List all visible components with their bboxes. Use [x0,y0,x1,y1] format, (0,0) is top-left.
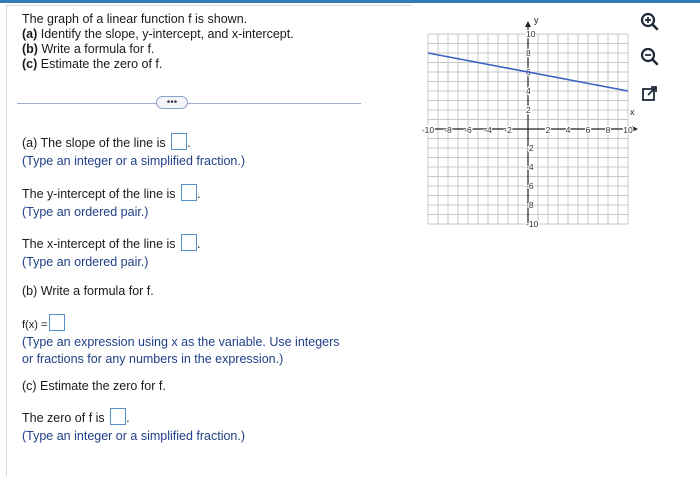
question-text [22,12,294,72]
slope-label: (a) The slope of the line is [22,136,166,150]
x-tick-label: -10 [421,125,435,135]
x-tick-label: -4 [484,125,492,135]
y-tick-label: -6 [526,181,534,191]
open-external-icon[interactable] [640,84,660,104]
zoom-in-icon[interactable] [640,12,660,32]
part-c-label: (c) Estimate the zero for f. [22,379,166,393]
formula-hint-1: (Type an expression using x as the variable. Use integers [22,335,340,349]
y-tick-label: 10 [526,29,536,39]
y-tick-label: -2 [526,143,534,153]
zoom-out-icon[interactable] [640,47,660,67]
y-tick-label: -10 [526,219,539,229]
expand-more-button[interactable]: ••• [156,96,188,109]
y-intercept-label: The y-intercept of the line is [22,187,176,201]
y-tick-label: 8 [526,48,531,58]
x-intercept-label: The x-intercept of the line is [22,237,176,251]
question-intro: The graph of a linear function f is shown. [22,12,248,26]
formula-answer-box[interactable] [49,314,65,331]
question-part-b: (b) Write a formula for f. [22,42,155,56]
x-axis-arrow [632,126,638,132]
part-b-label: (b) Write a formula for f. [22,284,154,298]
slope-answer-box[interactable] [171,133,187,150]
question-part-a: (a) Identify the slope, y-intercept, and x-intercept. [22,27,294,41]
formula-hint-2: or fractions for any numbers in the expression.) [22,352,284,366]
question-part-c: (c) Estimate the zero of f. [22,57,163,71]
x-tick-label: 8 [605,125,611,135]
y-axis-label: y [534,15,539,25]
zero-label: The zero of f is [22,411,105,425]
x-intercept-hint: (Type an ordered pair.) [22,255,149,269]
x-intercept-answer-box[interactable] [181,234,197,251]
zero-answer-box[interactable] [110,408,126,425]
y-tick-label: 4 [526,86,531,96]
y-tick-label: 2 [526,105,531,115]
x-tick-label: 2 [545,125,551,135]
fx-prefix: f(x) = [22,319,48,331]
x-axis-label: x [630,107,635,117]
slope-hint: (Type an integer or a simplified fraction.) [22,154,246,168]
x-tick-label: 10 [623,125,633,135]
x-tick-label: -8 [444,125,452,135]
section-divider [17,103,361,104]
zero-hint: (Type an integer or a simplified fraction.) [22,429,246,443]
zero-block: The zero of f is . (Type an integer or a simplified fraction.) [22,408,245,445]
y-intercept-answer-box[interactable] [181,184,197,201]
y-intercept-hint: (Type an ordered pair.) [22,205,149,219]
y-tick-label: -4 [526,162,534,172]
x-tick-label: -6 [464,125,472,135]
x-intercept-block: The x-intercept of the line is . (Type an ordered pair.) [22,234,201,271]
y-tick-label: -8 [526,200,534,210]
x-tick-label: -2 [504,125,512,135]
y-intercept-block: The y-intercept of the line is . (Type an ordered pair.) [22,184,201,221]
linear-function-graph [416,14,646,229]
top-accent-rule [0,0,700,3]
x-tick-label: 6 [585,125,591,135]
slope-block: (a) The slope of the line is . (Type an integer or a simplified fraction.) [22,133,245,170]
y-tick-label: 6 [526,67,531,77]
x-tick-label: 4 [565,125,571,135]
y-axis-arrow [525,21,531,27]
formula-block [22,314,340,368]
